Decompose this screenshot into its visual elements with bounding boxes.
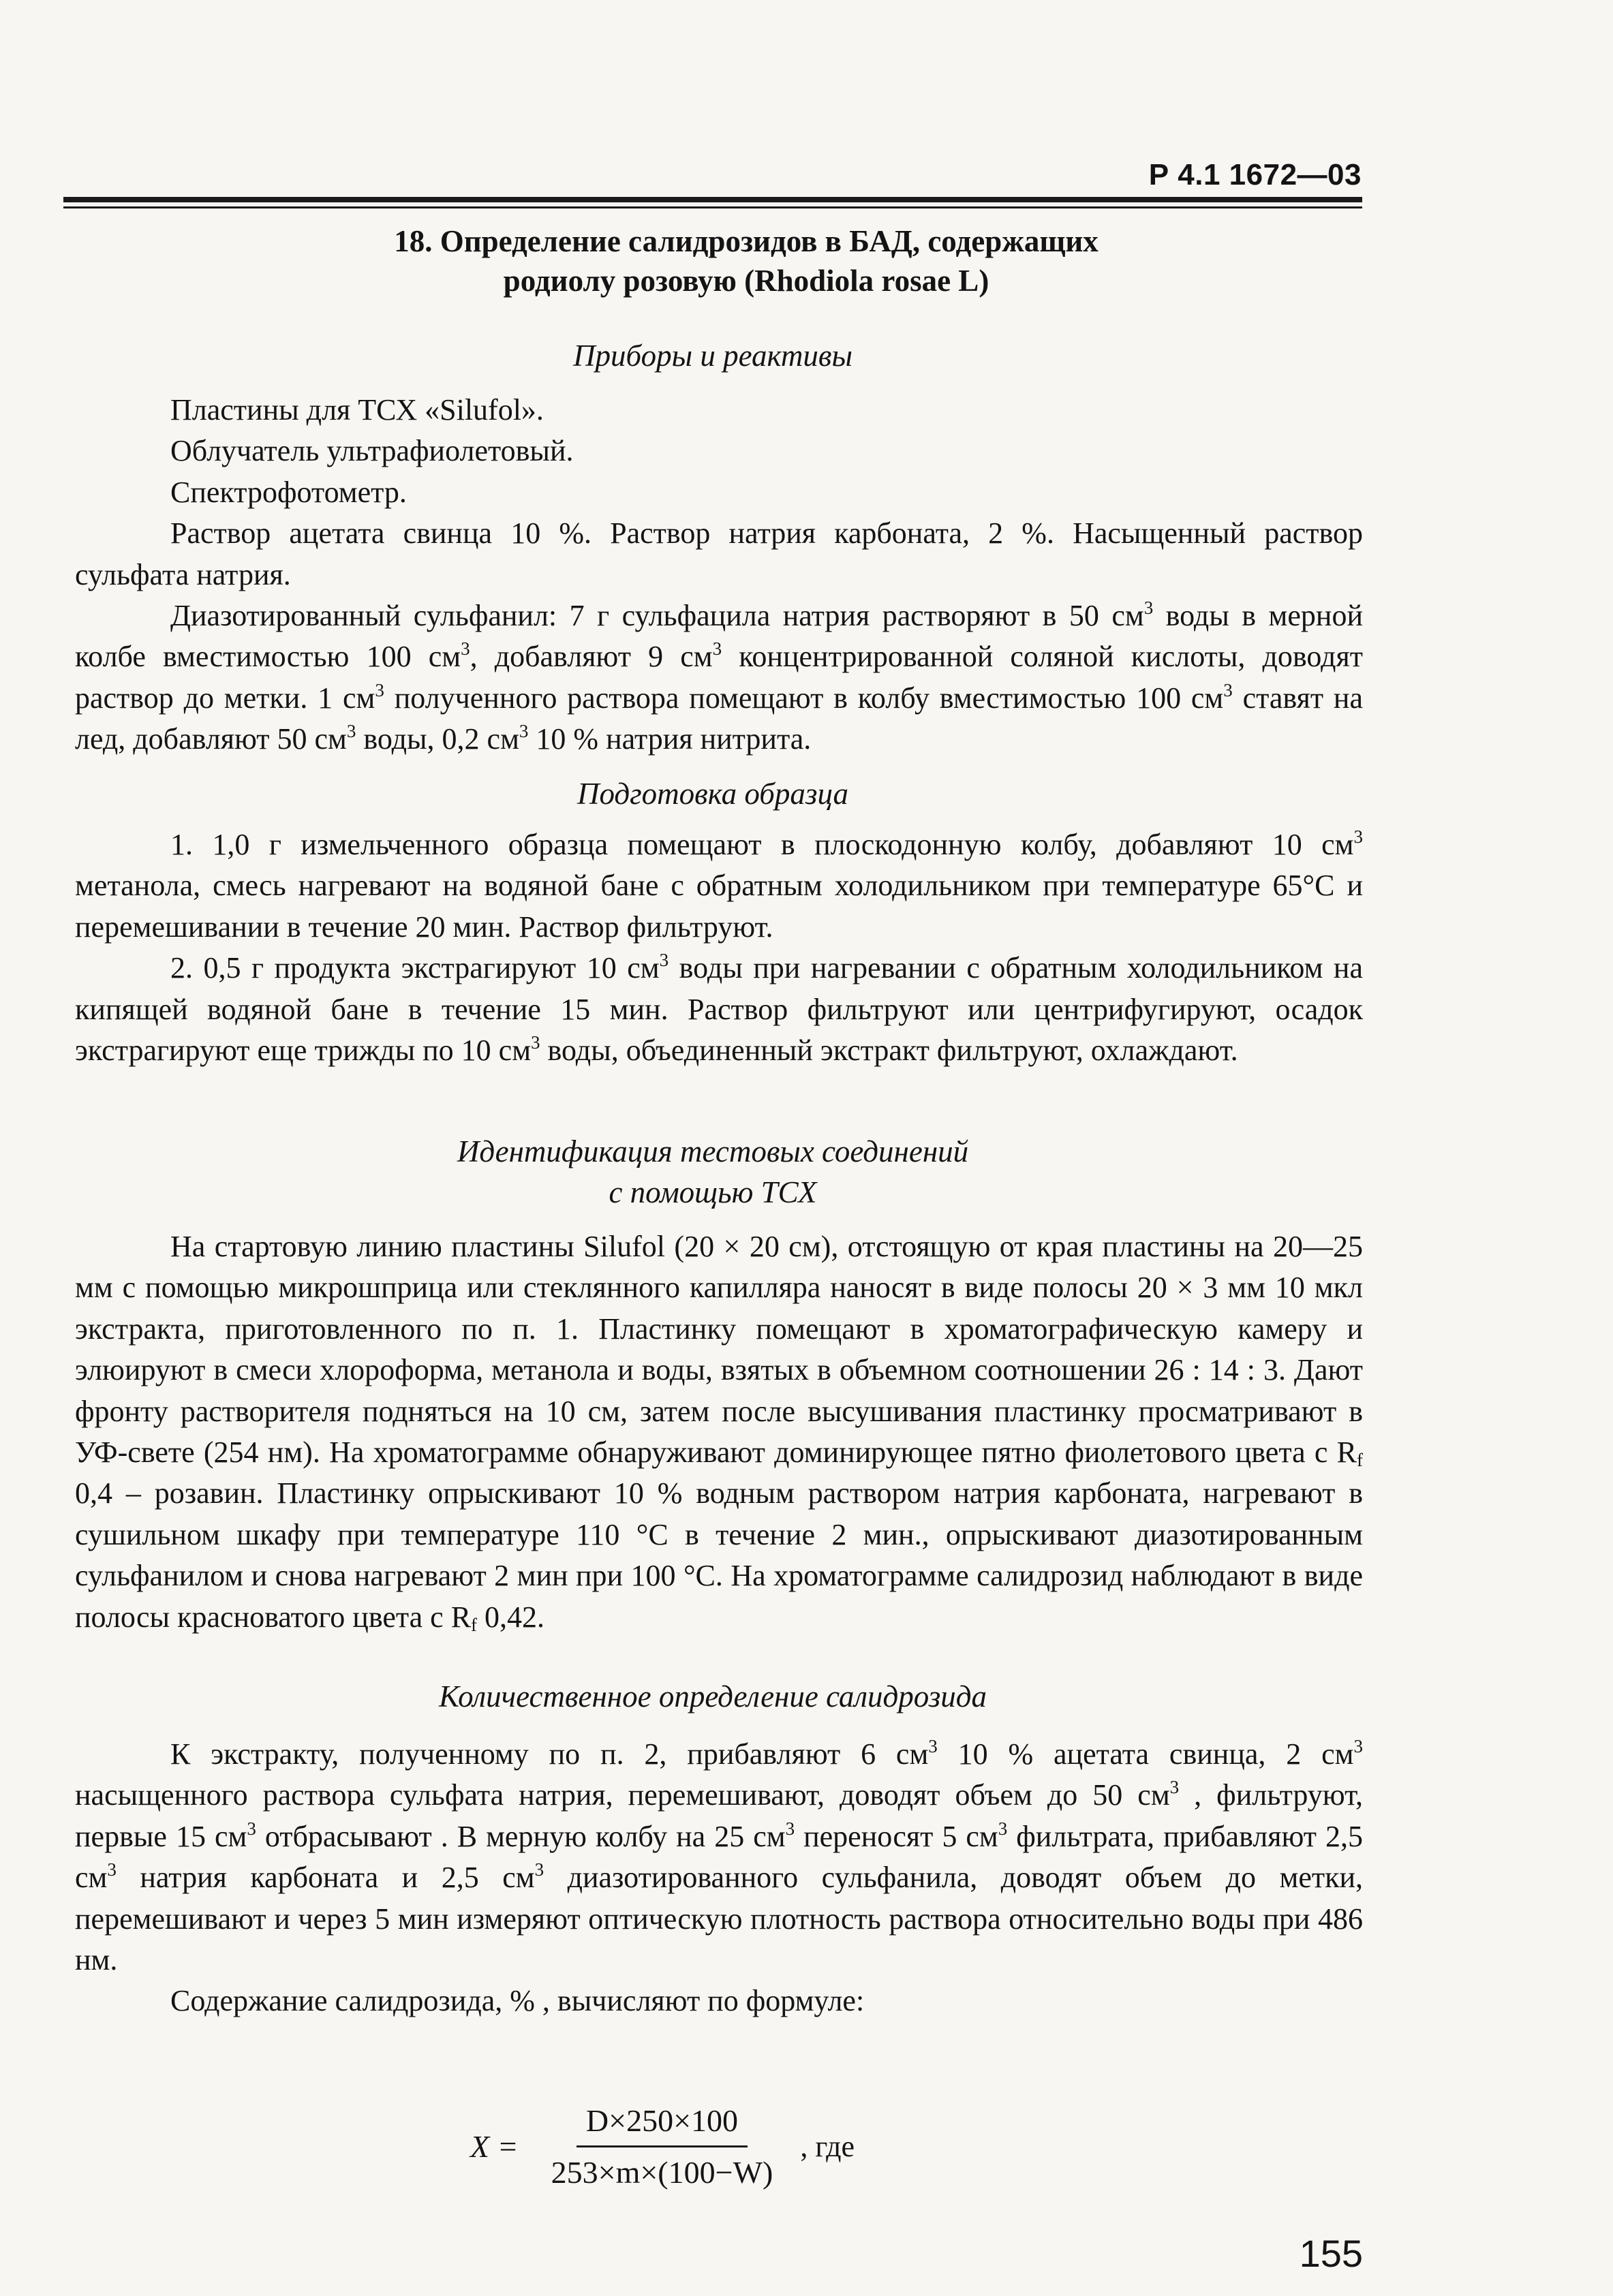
salidroside-formula	[470, 2078, 855, 2214]
formula-fraction	[542, 2103, 783, 2190]
heading-identification-line-1: Идентификация тестовых соединений	[457, 1134, 969, 1168]
instrument-item-spectrophotometer: Спектрофотометр.	[170, 475, 407, 509]
instrument-item-uv-lamp: Облучатель ультрафиолетовый.	[170, 434, 574, 468]
formula-lhs: X =	[470, 2128, 519, 2164]
formula-where: , где	[800, 2129, 855, 2163]
formula-denominator: 253×m×(100−W)	[551, 2154, 773, 2190]
preparation-step-2: 2. 0,5 г продукта экстрагируют 10 $см^3$ воды при нагревании с обратным холодильником на кипящей водяной бане в течение 15 мин. Раствор фильтруют или центрифугируют, осадок экстрагируют еще трижды по 10 $см^3$ воды, объединенный экстракт фильтруют, охлаждают.	[75, 950, 1363, 1068]
document-code: Р 4.1 1672—03	[1148, 158, 1362, 191]
reagents-paragraph: Раствор ацетата свинца 10 %. Раствор натрия карбоната, 2 %. Насыщенный раствор сульфата натрия.	[75, 516, 1363, 591]
quantitative-paragraph: К экстракту, полученному по п. 2, прибавляют 6 $см^3$ 10 % ацетата свинца, 2 $см^3$ насыщенного раствора сульфата натрия, перемешивают, доводят объем до 50 $см^3$ , фильтруют, первые 15 $см^3$ отбрасывают . В мерную колбу на 25 $см^3$ переносят 5 $см^3$ фильтрата, прибавляют 2,5 $см^3$ натрия карбоната и 2,5 $см^3$ диазотированного сульфанила, доводят объем до метки, перемешивают и через 5 мин измеряют оптическую плотность раствора относительно воды при 486 нм.	[75, 1736, 1364, 1977]
heading-identification-line-2: с помощью ТСХ	[609, 1175, 817, 1209]
instruments-body	[75, 390, 1363, 760]
preparation-body	[75, 824, 1363, 1071]
section-title-line-1: 18. Определение салидрозидов в БАД, содержащих	[394, 224, 1099, 258]
instrument-item-plates: Пластины для ТСХ «Silufol».	[170, 393, 544, 426]
heading-instruments: Приборы и реактивы	[573, 339, 852, 373]
page-number: 155	[1299, 2232, 1363, 2275]
section-title	[286, 221, 1206, 300]
identification-body	[75, 1226, 1363, 1638]
identification-paragraph: На стартовую линию пластины Silufol (20 × 20 см), отстоящую от края пластины на 20—25 мм с помощью микрошприца или стеклянного капилляра наносят в виде полосы 20 × 3 мм 10 мкл экстракта, приготовленного по п. 1. Пластинку помещают в хроматографическую камеру и элюируют в смеси хлороформа, метанола и воды, взятых в объемном соотношении 26 : 14 : 3. Дают фронту растворителя подняться на 10 см, затем после высушивания пластинку просматривают в УФ-свете (254 нм). На хроматограмме обнаруживают доминирующее пятно фиолетового цвета с $R_f$ 0,4 – розавин. Пластинку опрыскивают 10 % водным раствором натрия карбоната, нагревают в сушильном шкафу при температуре 110 °С в течение 2 мин., опрыскивают диазотированным сульфанилом и снова нагревают 2 мин при 100 °С. На хроматограмме салидрозид наблюдают в виде полосы красноватого цвета с $R_f$ 0,42.	[75, 1230, 1363, 1635]
section-title-line-2: родиолу розовую (Rhodiola rosae L)	[503, 264, 989, 298]
heading-preparation: Подготовка образца	[577, 777, 849, 811]
header-rule-thin	[63, 206, 1362, 208]
formula-numerator: D×250×100	[577, 2103, 748, 2147]
heading-identification	[63, 1131, 1362, 1213]
quantitative-body	[75, 1734, 1363, 2022]
header-rule-thick	[63, 197, 1362, 202]
heading-quantitative: Количественное определение салидрозида	[438, 1679, 987, 1713]
content-formula-intro: Содержание салидрозида, % , вычисляют по формуле:	[170, 1984, 865, 2018]
preparation-step-1: 1. 1,0 г измельченного образца помещают в плоскодонную колбу, добавляют 10 $см^3$ метанола, смесь нагревают на водяной бане с обратным холодильником при температуре 65°С и перемешивании в течение 20 мин. Раствор фильтруют.	[75, 826, 1363, 944]
diazo-paragraph: Диазотированный сульфанил: 7 г сульфацила натрия растворяют в 50 $см^3$ воды в мерной колбе вместимостью 100 $см^3$, добавляют 9 $см^3$ концентрированной соляной кислоты, доводят раствор до метки. 1 $см^3$ полученного раствора помещают в колбу вместимостью 100 $см^3$ ставят на лед, добавляют 50 $см^3$ воды, 0,2 $см^3$ 10 % натрия нитрита.	[75, 598, 1364, 756]
